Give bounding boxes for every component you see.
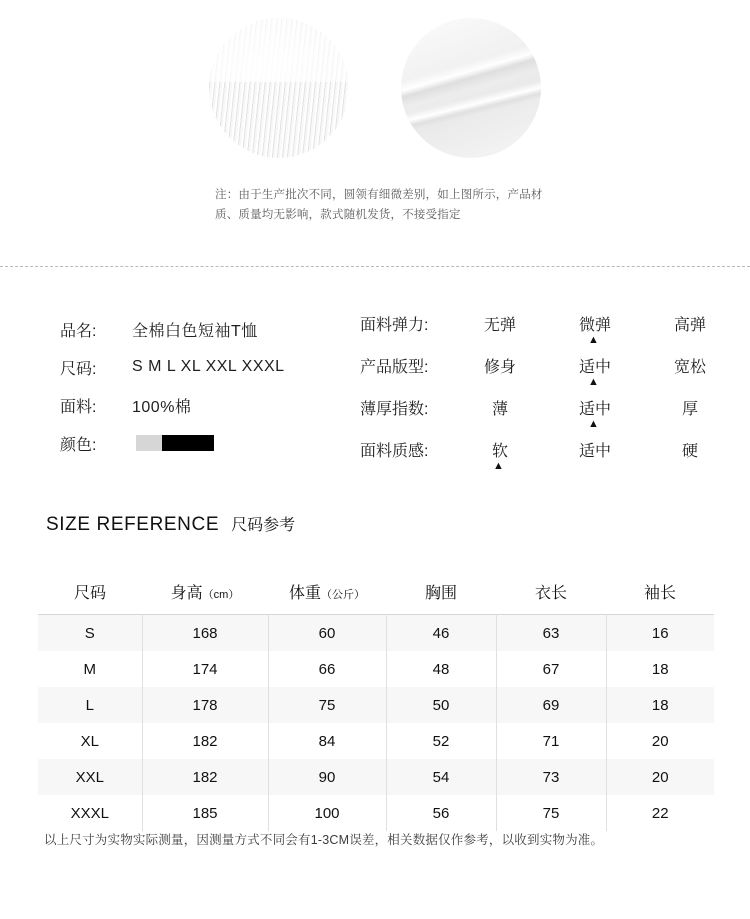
color-swatch-black: [188, 435, 214, 451]
cell-bust: 46: [386, 615, 496, 652]
size-reference-title-en: SIZE REFERENCE: [46, 514, 220, 535]
attribute-option-elasticity-1: 无弹: [483, 317, 516, 334]
cell-size: L: [38, 687, 142, 723]
attribute-option-fit-3: 宽松: [673, 359, 706, 376]
size-table-header-weight: [268, 572, 386, 615]
attribute-row-elasticity: [360, 308, 730, 350]
cell-height: 182: [142, 723, 268, 759]
cell-size: XXL: [38, 759, 142, 795]
table-row: [38, 687, 714, 723]
cell-sleeve: 18: [651, 660, 669, 678]
spec-label-fabric: 面料:: [60, 398, 97, 416]
cell-sleeve: 18: [651, 696, 669, 714]
spec-value-name: 全棉白色短袖T恤: [132, 322, 258, 340]
size-table-header-height: [142, 572, 268, 615]
attribute-option-fit-2: 适中: [578, 359, 611, 376]
color-swatch-white: [136, 435, 162, 451]
size-table-header-sleeve: [606, 572, 714, 615]
attribute-name-texture: 面料质感:: [360, 443, 429, 460]
cell-length: 71: [496, 723, 606, 759]
attribute-marker-fit: ▲: [588, 376, 599, 388]
attribute-name-fit: 产品版型:: [360, 359, 429, 376]
size-reference-title-cn: 尺码参考: [231, 517, 296, 534]
size-table-header-row: [38, 572, 714, 615]
attribute-row-fit: [360, 350, 730, 392]
cell-weight: 100: [268, 795, 386, 831]
section-divider: [0, 266, 750, 267]
table-row: [38, 723, 714, 759]
header-text-height: 身高: [170, 584, 203, 602]
product-attribute-list: [360, 308, 730, 476]
spec-value-sizes: S M L XL XXL XXXL: [132, 358, 285, 375]
collar-photo-section: [0, 0, 750, 250]
table-row: [38, 615, 714, 652]
cell-height: 182: [142, 759, 268, 795]
cell-weight: 66: [268, 651, 386, 687]
attribute-option-thickness-2: 适中: [578, 401, 611, 418]
cell-weight: 75: [268, 687, 386, 723]
color-swatch-group: [136, 435, 214, 451]
spec-value-fabric: 100%棉: [132, 398, 192, 416]
attribute-marker-texture: ▲: [493, 460, 504, 472]
cell-sleeve: 16: [651, 624, 669, 642]
attribute-row-thickness: [360, 392, 730, 434]
header-text-length: 衣长: [534, 584, 567, 602]
cell-bust: 52: [386, 723, 496, 759]
header-text-bust: 胸围: [424, 584, 457, 602]
header-text-size: 尺码: [73, 584, 106, 602]
collar-closeup-smooth-image: [401, 18, 541, 158]
header-unit-weight: （公斤）: [321, 588, 365, 601]
cell-length: 63: [496, 615, 606, 652]
cell-height: 174: [142, 651, 268, 687]
spec-row-sizes: [60, 348, 350, 386]
size-table-header-size: [38, 572, 142, 615]
attribute-name-elasticity: 面料弹力:: [360, 317, 429, 334]
size-table-header-bust: [386, 572, 496, 615]
cell-length: 75: [496, 795, 606, 831]
attribute-row-texture: [360, 434, 730, 476]
cell-height: 185: [142, 795, 268, 831]
table-row: [38, 759, 714, 795]
cell-weight: 90: [268, 759, 386, 795]
cell-length: 67: [496, 651, 606, 687]
size-reference-title: [46, 512, 295, 536]
cell-size: XXXL: [38, 795, 142, 831]
attribute-option-fit-1: 修身: [483, 359, 516, 376]
cell-size: M: [38, 651, 142, 687]
spec-row-color: [60, 424, 350, 462]
spec-label-sizes: 尺码:: [60, 360, 97, 378]
measurement-disclaimer: 以上尺寸为实物实际测量，因测量方式不同会有1-3CM误差，相关数据仅作参考，以收到实物为准。: [44, 833, 604, 847]
attribute-option-texture-2: 适中: [578, 443, 611, 460]
attribute-option-thickness-1: 薄: [491, 401, 508, 418]
size-table-body: [38, 615, 714, 832]
cell-size: XL: [38, 723, 142, 759]
cell-bust: 48: [386, 651, 496, 687]
attribute-name-thickness: 薄厚指数:: [360, 401, 429, 418]
size-table-head: [38, 572, 714, 615]
spec-row-name: [60, 310, 350, 348]
cell-length: 69: [496, 687, 606, 723]
cell-bust: 50: [386, 687, 496, 723]
cell-bust: 56: [386, 795, 496, 831]
attribute-option-elasticity-2: 微弹: [578, 317, 611, 334]
cell-length: 73: [496, 759, 606, 795]
attribute-marker-elasticity: ▲: [588, 334, 599, 346]
cell-height: 178: [142, 687, 268, 723]
attribute-option-texture-1: 软: [491, 443, 508, 460]
collar-photo-row: [0, 18, 750, 158]
cell-height: 168: [142, 615, 268, 652]
cell-sleeve: 20: [651, 768, 669, 786]
cell-weight: 60: [268, 615, 386, 652]
spec-label-color: 颜色:: [60, 436, 97, 454]
attribute-option-texture-3: 硬: [681, 443, 698, 460]
collar-closeup-ribbed-image: [209, 18, 349, 158]
size-reference-table: [38, 572, 714, 831]
spec-label-name: 品名:: [60, 322, 97, 340]
cell-sleeve: 22: [651, 804, 669, 822]
cell-bust: 54: [386, 759, 496, 795]
product-spec-section: [0, 300, 750, 490]
header-unit-height: （cm）: [202, 588, 240, 601]
attribute-marker-thickness: ▲: [588, 418, 599, 430]
header-text-sleeve: 袖长: [643, 584, 676, 602]
spec-row-fabric: [60, 386, 350, 424]
table-row: [38, 651, 714, 687]
attribute-option-thickness-3: 厚: [681, 401, 698, 418]
attribute-option-elasticity-3: 高弹: [673, 317, 706, 334]
color-swatch-gray: [162, 435, 188, 451]
cell-size: S: [38, 615, 142, 652]
product-spec-list: [60, 310, 350, 462]
cell-weight: 84: [268, 723, 386, 759]
table-row: [38, 795, 714, 831]
header-text-weight: 体重: [288, 584, 321, 602]
cell-sleeve: 20: [651, 732, 669, 750]
size-table-header-length: [496, 572, 606, 615]
collar-difference-note: 注：由于生产批次不同，圆领有细微差别，如上图所示，产品材质、质量均无影响，款式随机发货，不接受指定: [215, 189, 543, 221]
